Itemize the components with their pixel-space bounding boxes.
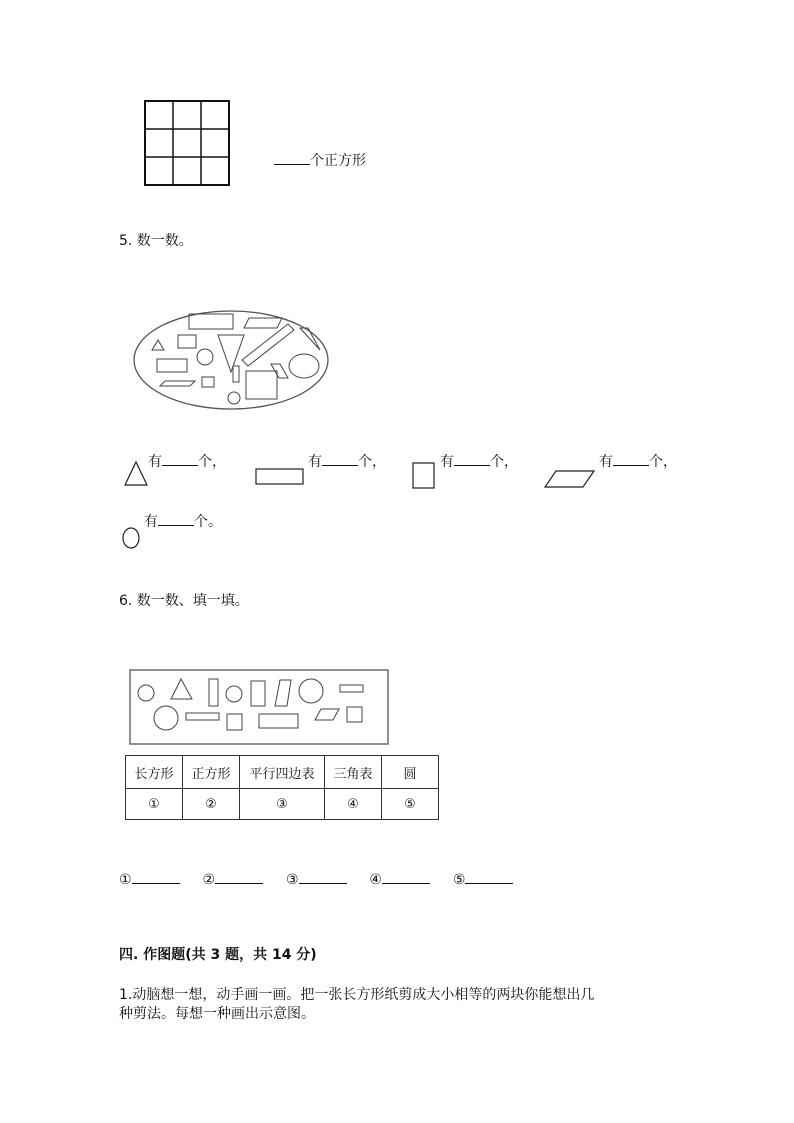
marker-1: ①: [126, 789, 183, 820]
square-row-unit: 个，: [490, 454, 518, 470]
rectangle-count-line: [308, 453, 386, 471]
section4-heading: 四. 作图题(共 3 题，共 14 分): [119, 947, 317, 963]
square-count-line: [274, 152, 366, 170]
header-circle: 圆: [382, 756, 439, 789]
header-square: 正方形: [183, 756, 240, 789]
square-row-label: 有: [440, 454, 454, 470]
answer-blank-2[interactable]: [215, 871, 263, 884]
section4-q1-line2: 种剪法。每想一种画出示意图。: [119, 1006, 315, 1022]
triangle-count-unit: 个，: [198, 454, 226, 470]
shapes-ellipse-figure: [132, 308, 332, 412]
answer-blank-4[interactable]: [382, 871, 430, 884]
answer-label-3: ③: [285, 872, 299, 888]
marker-3: ③: [240, 789, 325, 820]
answer-blank-3[interactable]: [299, 871, 347, 884]
parallelogram-count-unit: 个，: [649, 454, 677, 470]
answer-label-2: ②: [202, 872, 216, 888]
q6-answer-line: [119, 871, 513, 889]
rectangle-count-unit: 个，: [358, 454, 386, 470]
circle-count-blank[interactable]: [158, 513, 194, 526]
shapes-box-figure: [129, 664, 391, 746]
answer-label-4: ④: [369, 872, 382, 888]
rectangle-count-label: 有: [308, 454, 322, 470]
triangle-count-blank[interactable]: [162, 453, 198, 466]
answer-label-5: ⑤: [452, 872, 466, 888]
square-count-suffix: 个正方形: [310, 153, 366, 169]
rectangle-count-blank[interactable]: [322, 453, 358, 466]
square-count-row: [440, 453, 518, 471]
shape-header-row: [126, 756, 439, 789]
square-row-blank[interactable]: [454, 453, 490, 466]
answer-blank-5[interactable]: [465, 871, 513, 884]
circle-count-unit: 个。: [194, 514, 222, 530]
answer-label-1: ①: [119, 872, 132, 888]
header-triangle: 三角表: [325, 756, 382, 789]
header-rectangle: 长方形: [126, 756, 183, 789]
parallelogram-count-blank[interactable]: [613, 453, 649, 466]
parallelogram-count-line: [599, 453, 677, 471]
rectangle-icon: [255, 468, 305, 486]
triangle-count-label: 有: [148, 454, 162, 470]
triangle-icon: [124, 460, 148, 486]
marker-4: ④: [325, 789, 382, 820]
circle-count-label: 有: [144, 514, 158, 530]
shape-marker-row: [126, 789, 439, 820]
parallelogram-icon: [544, 469, 596, 489]
marker-5: ⑤: [382, 789, 439, 820]
answer-blank-1[interactable]: [132, 871, 180, 884]
square-icon: [412, 462, 436, 490]
shape-count-table: [125, 755, 439, 820]
circle-count-line: [144, 513, 222, 531]
circle-icon: [122, 527, 140, 549]
parallelogram-count-label: 有: [599, 454, 613, 470]
section4-q1-line1: 1.动脑想一想，动手画一画。把一张长方形纸剪成大小相等的两块你能想出几: [119, 987, 595, 1003]
header-parallelogram: 平行四边表: [240, 756, 325, 789]
square-grid-figure: [144, 100, 230, 186]
marker-2: ②: [183, 789, 240, 820]
square-count-blank[interactable]: [274, 152, 310, 165]
q5-title: 5. 数一数。: [119, 233, 193, 249]
triangle-count-line: [148, 453, 226, 471]
q6-title: 6. 数一数、填一填。: [119, 593, 249, 609]
